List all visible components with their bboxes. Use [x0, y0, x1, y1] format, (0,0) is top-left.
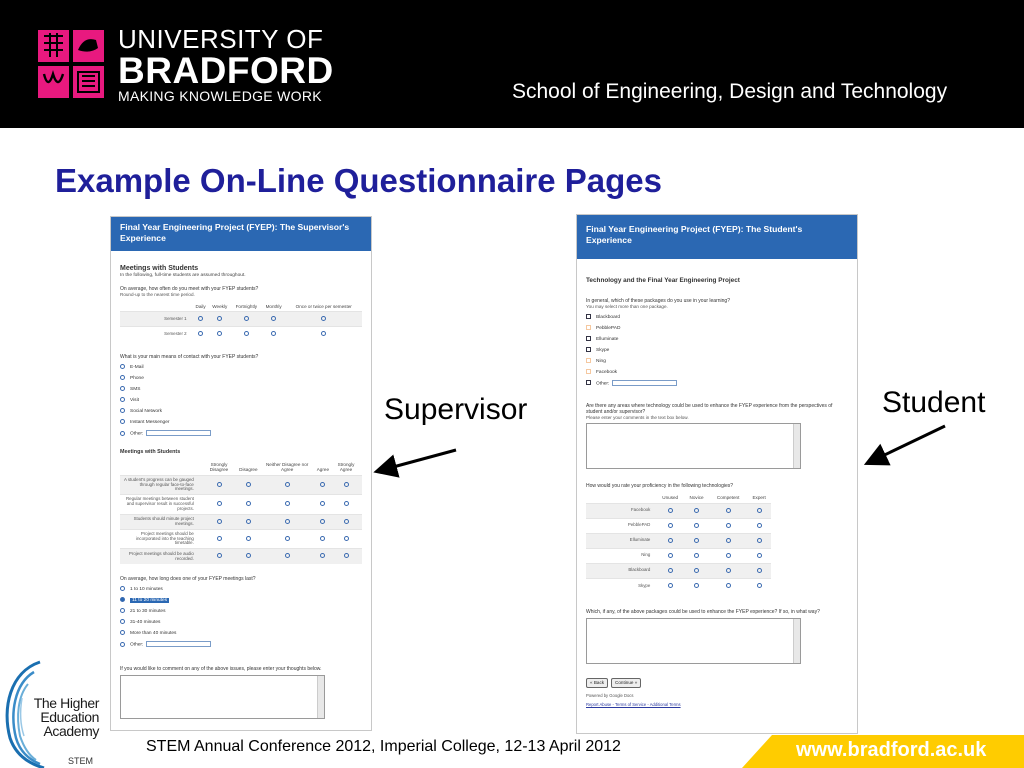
table-row: [120, 495, 362, 515]
student-form-title: Final Year Engineering Project (FYEP): The Student's Experience: [577, 215, 857, 259]
package-option[interactable]: Blackboard: [586, 314, 848, 321]
grid-col-header: Once or twice per semester: [295, 303, 352, 309]
table-row: [586, 533, 771, 548]
grid-row-label: Ning: [586, 548, 656, 563]
footer-links[interactable]: Report Abuse - Terms of Service - Additional Terms: [586, 701, 681, 707]
radio-button[interactable]: [726, 568, 731, 573]
radio-button[interactable]: [668, 568, 673, 573]
radio-button[interactable]: [246, 482, 251, 487]
table-row: [120, 327, 362, 342]
grid-col-header: Strongly Agree: [337, 461, 355, 473]
table-row: [120, 549, 362, 564]
table-row: [586, 503, 771, 518]
radio-button[interactable]: [320, 536, 325, 541]
radio-button[interactable]: [320, 519, 325, 524]
radio-button[interactable]: [344, 482, 349, 487]
checkbox[interactable]: [586, 380, 591, 385]
table-row: [120, 475, 362, 495]
contact-option[interactable]: Visit: [120, 397, 362, 404]
radio-button[interactable]: [320, 482, 325, 487]
radio-button[interactable]: [726, 508, 731, 513]
other-text-input[interactable]: [146, 641, 211, 647]
radio-button[interactable]: [120, 586, 125, 591]
contact-option[interactable]: Phone: [120, 375, 362, 382]
radio-button[interactable]: [757, 553, 762, 558]
checkbox[interactable]: [586, 325, 591, 330]
section-title: Meetings with Students: [120, 265, 199, 272]
radio-button[interactable]: [321, 316, 326, 321]
radio-button[interactable]: [757, 583, 762, 588]
radio-button[interactable]: [726, 553, 731, 558]
radio-button[interactable]: [246, 536, 251, 541]
grid-col-header: Daily: [195, 303, 206, 309]
radio-button[interactable]: [217, 536, 222, 541]
grid-col-header: Novice: [689, 495, 704, 501]
table-row: [120, 529, 362, 549]
radio-button[interactable]: [668, 583, 673, 588]
student-label: Student: [882, 386, 986, 419]
radio-button[interactable]: [757, 538, 762, 543]
areas-textarea[interactable]: [586, 423, 801, 469]
supervisor-label: Supervisor: [384, 393, 528, 426]
grid-row-label: Skype: [586, 578, 656, 593]
radio-button[interactable]: [120, 597, 125, 602]
grid-row-label: Facebook: [586, 503, 656, 518]
radio-button[interactable]: [344, 519, 349, 524]
radio-button[interactable]: [217, 501, 222, 506]
question-comments: If you would like to comment on any of the above issues, please enter your thoughts below.: [120, 666, 322, 673]
radio-button[interactable]: [120, 642, 125, 647]
packages-textarea[interactable]: [586, 618, 801, 664]
grid-row-label: Students should minute project meetings.: [120, 514, 200, 529]
radio-button[interactable]: [244, 316, 249, 321]
package-option[interactable]: PebblePAD: [586, 325, 848, 332]
contact-option[interactable]: SMS: [120, 386, 362, 393]
duration-option-selected[interactable]: 11 to 20 minutes: [120, 597, 362, 604]
radio-button[interactable]: [321, 331, 326, 336]
radio-button[interactable]: [694, 568, 699, 573]
grid-row-label: Semester 1: [120, 312, 193, 327]
radio-button[interactable]: [694, 538, 699, 543]
radio-button[interactable]: [757, 523, 762, 528]
section-title: Meetings with Students: [120, 449, 181, 456]
grid-col-header: Unused: [662, 495, 679, 501]
radio-button[interactable]: [244, 331, 249, 336]
package-option[interactable]: Ning: [586, 358, 848, 365]
grid-col-header: Competent: [716, 495, 740, 501]
website-url[interactable]: www.bradford.ac.uk: [796, 739, 987, 761]
question-hint: Round-up to the nearest time period.: [120, 292, 195, 298]
grid-row-label: Project meetings should be incorporated into the teaching timetable.: [120, 529, 200, 549]
radio-button[interactable]: [120, 630, 125, 635]
duration-option[interactable]: 1 to 10 minutes: [120, 586, 362, 593]
package-option[interactable]: Skype: [586, 347, 848, 354]
proficiency-grid: [586, 493, 771, 593]
contact-option[interactable]: Social Network: [120, 408, 362, 415]
radio-button[interactable]: [217, 553, 222, 558]
radio-button[interactable]: [285, 482, 290, 487]
package-option[interactable]: Facebook: [586, 369, 848, 376]
radio-button[interactable]: [320, 553, 325, 558]
radio-button[interactable]: [668, 523, 673, 528]
radio-button[interactable]: [217, 482, 222, 487]
back-button[interactable]: « Back: [586, 678, 608, 688]
radio-button[interactable]: [271, 316, 276, 321]
grid-row-label: Project meetings should be audio recorded.: [120, 549, 200, 564]
grid-row-label: Blackboard: [586, 563, 656, 578]
radio-button[interactable]: [668, 538, 673, 543]
slide-title: Example On-Line Questionnaire Pages: [55, 162, 663, 199]
supervisor-arrow-icon: [382, 450, 456, 470]
table-row: [586, 548, 771, 563]
checkbox[interactable]: [586, 314, 591, 319]
radio-button[interactable]: [246, 519, 251, 524]
package-option-other[interactable]: Other:: [586, 380, 848, 387]
powered-by-text: Powered by Google Docs: [586, 692, 634, 698]
contact-option[interactable]: Instant Messenger: [120, 419, 362, 426]
question-enhance-packages: Which, if any, of the above packages could be used to enhance the FYEP experience? If so, in what way?: [586, 609, 820, 616]
grid-col-header: Fortnightly: [235, 303, 258, 309]
radio-button[interactable]: [120, 608, 125, 613]
contact-option[interactable]: E-Mail: [120, 364, 362, 371]
supervisor-form-title: Final Year Engineering Project (FYEP): The Supervisor's Experience: [111, 217, 371, 251]
radio-button[interactable]: [285, 553, 290, 558]
university-crest-icon: [38, 30, 104, 98]
grid-col-header: Neither Disagree nor Agree: [265, 461, 309, 473]
student-arrow-icon: [872, 426, 945, 461]
radio-button[interactable]: [285, 519, 290, 524]
section-subtitle: In the following, full-time students are assumed throughout.: [120, 273, 246, 279]
question-enhance-areas: Are there any areas where technology could be used to enhance the FYEP experience from the perspectives of student and/or supervisor?: [586, 402, 833, 415]
question-contact-means: What is your main means of contact with your FYEP students?: [120, 353, 259, 360]
radio-button[interactable]: [757, 508, 762, 513]
radio-button[interactable]: [120, 408, 125, 413]
radio-button[interactable]: [246, 501, 251, 506]
hea-stem-label: STEM: [68, 756, 94, 766]
grid-col-header: Disagree: [239, 467, 258, 473]
radio-button[interactable]: [120, 386, 125, 391]
radio-button[interactable]: [120, 364, 125, 369]
radio-button[interactable]: [344, 536, 349, 541]
radio-button[interactable]: [694, 553, 699, 558]
grid-row-label: A student's progress can be gauged through regular face-to-face meetings.: [120, 475, 200, 495]
question-hint: You may select more than one package.: [586, 303, 668, 309]
supervisor-questionnaire: [110, 216, 372, 731]
hea-name: The Higher Education Academy: [33, 695, 99, 739]
grid-col-header: Expert: [752, 495, 766, 501]
grid-row-label: Elluminate: [586, 533, 656, 548]
radio-button[interactable]: [120, 431, 125, 436]
table-row: [120, 312, 362, 327]
radio-button[interactable]: [217, 519, 222, 524]
section-title: Technology and the Final Year Engineering Project: [586, 277, 740, 284]
question-hint: Please enter your comments in the text box below.: [586, 414, 689, 420]
radio-button[interactable]: [726, 583, 731, 588]
radio-button[interactable]: [285, 536, 290, 541]
radio-button[interactable]: [668, 508, 673, 513]
contact-option-other[interactable]: Other:: [120, 430, 362, 437]
other-text-input[interactable]: [612, 380, 677, 386]
agreement-grid: [120, 460, 362, 564]
checkbox[interactable]: [586, 358, 591, 363]
duration-option[interactable]: 21 to 30 minutes: [120, 608, 362, 615]
radio-button[interactable]: [694, 583, 699, 588]
table-row: [586, 578, 771, 593]
grid-row-label: PebblePAD: [586, 518, 656, 533]
radio-button[interactable]: [344, 553, 349, 558]
table-row: [586, 563, 771, 578]
university-tagline: MAKING KNOWLEDGE WORK: [118, 88, 322, 104]
radio-button[interactable]: [120, 419, 125, 424]
continue-button[interactable]: Continue »: [611, 678, 641, 688]
radio-button[interactable]: [668, 553, 673, 558]
package-option[interactable]: Elluminate: [586, 336, 848, 343]
radio-button[interactable]: [694, 523, 699, 528]
header-bar: [0, 0, 1024, 128]
table-row: [120, 514, 362, 529]
grid-col-header: Agree: [316, 467, 329, 473]
radio-button[interactable]: [694, 508, 699, 513]
duration-option[interactable]: 31-40 minutes: [120, 619, 362, 626]
frequency-grid: [120, 302, 362, 342]
conference-caption: STEM Annual Conference 2012, Imperial College, 12-13 April 2012: [146, 738, 621, 755]
other-text-input[interactable]: [146, 430, 211, 436]
radio-button[interactable]: [120, 619, 125, 624]
question-meeting-frequency: On average, how often do you meet with your FYEP students?: [120, 286, 259, 293]
question-packages-used: In general, which of these packages do you use in your learning?: [586, 297, 730, 304]
question-proficiency: How would you rate your proficiency in the following technologies?: [586, 483, 734, 490]
radio-button[interactable]: [217, 331, 222, 336]
radio-button[interactable]: [217, 316, 222, 321]
university-name-line1: UNIVERSITY OF: [118, 24, 324, 54]
university-name-line2: BRADFORD: [118, 50, 334, 91]
radio-button[interactable]: [344, 501, 349, 506]
radio-button[interactable]: [726, 523, 731, 528]
radio-button[interactable]: [120, 397, 125, 402]
checkbox[interactable]: [586, 369, 591, 374]
radio-button[interactable]: [271, 331, 276, 336]
radio-button[interactable]: [285, 501, 290, 506]
checkbox[interactable]: [586, 336, 591, 341]
grid-col-header: Strongly Disagree: [209, 461, 229, 473]
radio-button[interactable]: [198, 331, 203, 336]
grid-row-label: Regular meetings between student and supervisor result in successful projects.: [120, 495, 200, 515]
radio-button[interactable]: [320, 501, 325, 506]
comments-textarea[interactable]: [120, 675, 325, 719]
radio-button[interactable]: [726, 538, 731, 543]
grid-col-header: Monthly: [265, 303, 282, 309]
table-row: [586, 518, 771, 533]
grid-row-label: Semester 2: [120, 327, 193, 342]
radio-button[interactable]: [120, 375, 125, 380]
radio-button[interactable]: [246, 553, 251, 558]
duration-option-other[interactable]: Other:: [120, 641, 362, 648]
student-questionnaire: [576, 214, 858, 734]
radio-button[interactable]: [198, 316, 203, 321]
grid-col-header: Weekly: [212, 303, 228, 309]
school-name: School of Engineering, Design and Technology: [512, 80, 948, 103]
checkbox[interactable]: [586, 347, 591, 352]
duration-option[interactable]: More than 40 minutes: [120, 630, 362, 637]
radio-button[interactable]: [757, 568, 762, 573]
question-meeting-length: On average, how long does one of your FYEP meetings last?: [120, 575, 256, 582]
